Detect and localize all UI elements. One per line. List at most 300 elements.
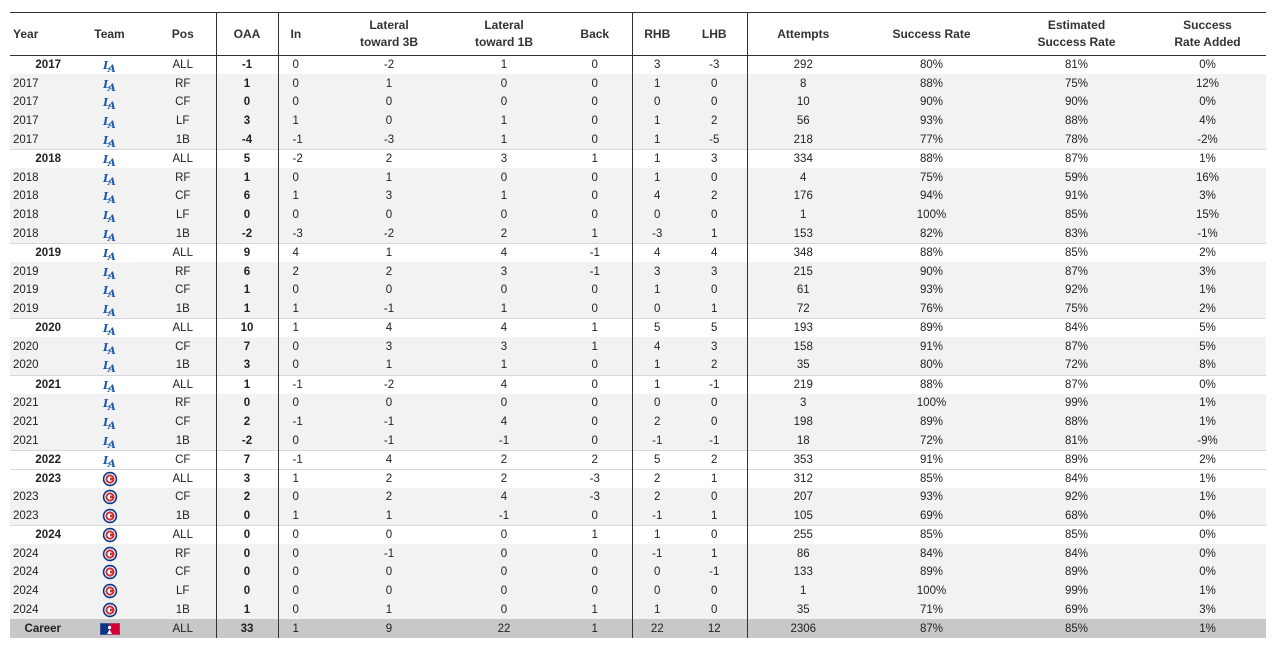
cell-sr: 88%: [859, 375, 1004, 394]
col-lateral-3b[interactable]: [328, 13, 450, 56]
cell-oaa: 0: [216, 525, 278, 544]
svg-text:L: L: [102, 284, 111, 298]
cell-pos: ALL: [150, 56, 216, 75]
cell-oaa: 2: [216, 488, 278, 507]
table-row-season-total[interactable]: [10, 243, 1266, 262]
svg-text:A: A: [107, 345, 116, 355]
cell-back: 0: [591, 284, 598, 297]
cell-att: 86: [747, 544, 859, 563]
cell-in: -1: [278, 450, 328, 469]
cell-sra: 0%: [1199, 96, 1216, 109]
team-cell: [69, 206, 150, 225]
cell-back: 1: [591, 340, 598, 353]
cell-lat1b: 2: [500, 227, 508, 240]
cell-lat3b: -1: [383, 303, 395, 315]
cubs-logo-icon: [102, 585, 118, 597]
cell-oaa: 0: [216, 582, 278, 601]
cell-in: 0: [278, 431, 328, 450]
team-cell: [69, 394, 150, 413]
dodgers-logo-icon: [102, 172, 118, 184]
cell-pos: ALL: [150, 375, 216, 394]
cell-back: 0: [591, 115, 598, 128]
table-row[interactable]: [10, 507, 1266, 526]
cubs-logo-icon: [102, 529, 118, 541]
cell-sr: 88%: [859, 149, 1004, 168]
team-cell: [69, 74, 150, 93]
col-lateral-1b[interactable]: [450, 13, 558, 56]
cell-rhb: 0: [632, 563, 682, 582]
dodgers-logo-icon: [102, 379, 118, 391]
cell-lat1b: -1: [498, 434, 510, 447]
cell-oaa: 7: [216, 450, 278, 469]
dodgers-logo-icon: [102, 416, 118, 431]
oaa-table-container: [10, 12, 1266, 638]
cell-esr: 90%: [1064, 96, 1089, 109]
cell-sr: 84%: [919, 547, 944, 560]
cell-lhb: 1: [711, 227, 718, 240]
svg-text:A: A: [107, 402, 116, 412]
oaa-table: [10, 12, 1266, 638]
cell-year: 2020: [13, 359, 39, 372]
table-row-season-total[interactable]: [10, 56, 1266, 75]
cell-back: 0: [558, 375, 632, 394]
cell-in: 1: [278, 187, 328, 206]
col-est-line1: Estimated: [1047, 18, 1106, 32]
table-row[interactable]: [10, 356, 1266, 375]
cell-rhb: 0: [632, 582, 682, 601]
cell-oaa: -1: [216, 56, 278, 75]
col-team[interactable]: Team: [69, 13, 150, 56]
cell-lhb: 0: [711, 585, 718, 598]
team-cell: [69, 187, 150, 206]
cell-lat1b: 22: [497, 622, 511, 635]
cell-att: 193: [747, 319, 859, 338]
cell-sra: 15%: [1195, 209, 1220, 222]
cell-back: 0: [591, 547, 598, 560]
cell-lhb: 0: [711, 171, 718, 184]
cell-sra: 5%: [1199, 340, 1216, 353]
cell-in: 0: [278, 56, 328, 75]
cell-rhb: 5: [632, 450, 682, 469]
col-lateral-3b-line2: toward 3B: [359, 35, 418, 49]
cell-sr: 89%: [859, 319, 1004, 338]
cell-year: 2018: [13, 209, 39, 222]
col-success-rate-added[interactable]: [1149, 13, 1266, 56]
cell-lat3b: 4: [328, 450, 450, 469]
cell-esr: 78%: [1064, 133, 1089, 146]
cell-rhb: -3: [632, 225, 682, 244]
cell-year: 2024: [13, 547, 39, 560]
svg-text:L: L: [102, 115, 111, 129]
cell-in: 1: [278, 112, 328, 131]
col-success-rate[interactable]: Success Rate: [859, 13, 1004, 56]
team-cell: [69, 525, 150, 544]
cell-esr: 92%: [1064, 284, 1089, 297]
cell-sra: 3%: [1199, 265, 1216, 278]
cell-esr: 84%: [1004, 319, 1149, 338]
cell-esr: 69%: [1064, 604, 1089, 616]
cell-back: 0: [591, 77, 598, 90]
table-row[interactable]: [10, 413, 1266, 432]
cell-lhb: 1: [682, 469, 747, 488]
col-attempts[interactable]: Attempts: [747, 13, 859, 56]
cell-lat1b: 0: [500, 604, 508, 616]
cell-in: -1: [278, 131, 328, 150]
table-body: [10, 56, 1266, 639]
cell-lhb: -1: [682, 375, 747, 394]
cell-lhb: -1: [709, 434, 720, 447]
cell-esr: 99%: [1064, 585, 1089, 598]
cell-year: 2021: [13, 416, 39, 429]
cell-sr: 71%: [919, 604, 944, 616]
cell-sr: 88%: [919, 77, 944, 90]
cell-pos: LF: [176, 209, 190, 222]
table-row[interactable]: [10, 488, 1266, 507]
cell-back: 1: [591, 622, 598, 635]
cell-att: 18: [747, 431, 859, 450]
cell-sra: 0%: [1199, 547, 1216, 560]
svg-text:A: A: [107, 308, 116, 317]
table-row[interactable]: [10, 187, 1266, 206]
cell-lat1b: -1: [498, 509, 510, 522]
cell-sr: 90%: [919, 96, 944, 109]
cell-lat3b: -3: [383, 133, 395, 146]
table-row[interactable]: [10, 601, 1266, 620]
svg-text:L: L: [102, 303, 111, 316]
cell-year: 2018: [13, 190, 39, 203]
cell-rhb: 1: [632, 131, 682, 150]
cell-back: -1: [589, 265, 600, 278]
cell-in: 4: [278, 243, 328, 262]
cell-att: 8: [747, 74, 859, 93]
cell-att: 4: [747, 168, 859, 187]
cell-sra: 1%: [1149, 149, 1266, 168]
cell-in: 0: [278, 525, 328, 544]
cell-sr: 91%: [859, 450, 1004, 469]
cell-esr: 81%: [1004, 56, 1149, 75]
cell-year: 2023: [13, 491, 39, 504]
table-row-season-total[interactable]: [10, 450, 1266, 469]
cell-lat1b: 0: [500, 171, 508, 184]
cell-sr: 72%: [919, 434, 944, 447]
cell-lat1b: 3: [500, 265, 508, 278]
cell-att: 56: [747, 112, 859, 131]
cell-sr: 93%: [919, 491, 944, 504]
cell-lhb: 0: [711, 284, 718, 297]
svg-text:A: A: [107, 82, 116, 92]
cell-year: 2019: [13, 284, 39, 297]
team-cell: [69, 413, 150, 432]
cell-oaa: 6: [216, 187, 278, 206]
dodgers-logo-icon: [102, 303, 118, 315]
cell-lat3b: 4: [328, 319, 450, 338]
table-row-season-total[interactable]: [10, 149, 1266, 168]
cubs-logo-icon: [102, 548, 118, 560]
cell-sra: 2%: [1149, 243, 1266, 262]
table-row-season-total[interactable]: [10, 469, 1266, 488]
cell-in: 0: [278, 601, 328, 620]
cell-sr: 69%: [919, 509, 944, 522]
col-oaa[interactable]: OAA: [216, 13, 278, 56]
cell-in: 0: [278, 168, 328, 187]
col-in[interactable]: In: [278, 13, 328, 56]
table-row[interactable]: [10, 544, 1266, 563]
table-row-career[interactable]: [10, 619, 1266, 638]
team-cell: [69, 319, 150, 338]
cell-year: 2021: [10, 375, 69, 394]
dodgers-logo-icon: [102, 209, 118, 224]
col-pos[interactable]: Pos: [150, 13, 216, 56]
cell-lat3b: -2: [383, 227, 395, 240]
team-cell: [69, 601, 150, 620]
cell-oaa: 3: [216, 469, 278, 488]
col-estimated-success-rate[interactable]: [1004, 13, 1149, 56]
cubs-logo-icon: [102, 604, 118, 616]
team-cell: [69, 356, 150, 375]
cell-lat3b: 0: [385, 284, 393, 297]
cell-year: 2019: [13, 303, 39, 315]
cell-sr: 87%: [919, 622, 944, 635]
cell-back: 0: [591, 359, 598, 372]
cell-year: 2018: [13, 171, 39, 184]
svg-text:A: A: [107, 364, 116, 374]
col-rhb[interactable]: RHB: [632, 13, 682, 56]
cell-lat3b: 0: [385, 566, 393, 579]
cell-in: 0: [278, 488, 328, 507]
cell-lhb: 1: [711, 547, 718, 560]
cell-lat3b: 3: [385, 340, 393, 353]
table-row[interactable]: [10, 281, 1266, 300]
cell-lat1b: 4: [450, 319, 558, 338]
table-row[interactable]: [10, 74, 1266, 93]
cell-oaa: 0: [216, 206, 278, 225]
svg-text:L: L: [102, 453, 111, 467]
cell-rhb: 1: [632, 356, 682, 375]
dodgers-logo-icon: [102, 153, 118, 168]
cell-oaa: 0: [216, 394, 278, 413]
cell-oaa: -4: [216, 131, 278, 150]
cell-back: 2: [558, 450, 632, 469]
cell-pos: 1B: [175, 604, 190, 616]
cell-in: 2: [278, 262, 328, 281]
cell-back: 0: [591, 566, 598, 579]
cell-year: 2021: [13, 397, 39, 410]
col-est-line2: Success Rate: [1037, 35, 1116, 49]
cell-pos: CF: [175, 284, 191, 297]
table-row[interactable]: [10, 563, 1266, 582]
team-cell: [69, 131, 150, 150]
svg-text:L: L: [102, 209, 111, 223]
cell-back: 0: [591, 585, 598, 598]
cell-sra: 1%: [1199, 491, 1216, 504]
cell-att: 312: [747, 469, 859, 488]
svg-text:A: A: [107, 252, 116, 262]
dodgers-logo-icon: [102, 115, 118, 130]
svg-text:L: L: [102, 59, 111, 73]
cell-pos: CF: [150, 450, 216, 469]
cell-year: 2023: [13, 509, 39, 522]
table-row[interactable]: [10, 131, 1266, 150]
cell-back: 0: [591, 303, 598, 315]
cell-pos: CF: [175, 190, 191, 203]
cell-year: 2017: [13, 115, 39, 128]
cell-pos: 1B: [175, 434, 190, 447]
cell-oaa: 1: [216, 601, 278, 620]
dodgers-logo-icon: [102, 228, 118, 240]
cell-in: 0: [278, 582, 328, 601]
cell-esr: 99%: [1064, 397, 1089, 410]
cell-in: -1: [278, 375, 328, 394]
table-row[interactable]: [10, 112, 1266, 131]
cell-att: 176: [747, 187, 859, 206]
table-row[interactable]: [10, 300, 1266, 319]
cell-year: 2024: [13, 604, 39, 616]
cell-sr: 82%: [919, 227, 944, 240]
table-row[interactable]: [10, 394, 1266, 413]
cell-sr: 100%: [916, 397, 947, 410]
table-row[interactable]: [10, 262, 1266, 281]
cell-lhb: 2: [711, 359, 718, 372]
cell-rhb: 1: [632, 281, 682, 300]
cell-att: 35: [747, 601, 859, 620]
cell-in: 1: [278, 300, 328, 319]
cell-pos: CF: [175, 96, 191, 109]
cell-year: 2017: [13, 133, 39, 146]
col-back[interactable]: Back: [558, 13, 632, 56]
cell-sra: 1%: [1199, 284, 1216, 297]
cell-rhb: -1: [632, 431, 682, 450]
team-cell: [69, 300, 150, 319]
cell-lat1b: 1: [500, 115, 508, 128]
cell-back: 0: [591, 509, 598, 522]
cell-sr: 80%: [919, 359, 944, 372]
cell-sr: 76%: [919, 303, 944, 315]
svg-text:L: L: [102, 397, 111, 411]
cell-att: 72: [747, 300, 859, 319]
table-row[interactable]: [10, 206, 1266, 225]
col-added-line2: Rate Added: [1174, 35, 1241, 49]
dodgers-logo-icon: [102, 134, 118, 146]
cell-back: 1: [558, 319, 632, 338]
team-cell: [69, 507, 150, 526]
cell-sra: 1%: [1199, 416, 1216, 429]
cell-sr: 89%: [919, 416, 944, 429]
cell-lhb: 3: [682, 149, 747, 168]
svg-text:L: L: [102, 227, 111, 241]
table-row-season-total[interactable]: [10, 375, 1266, 394]
cell-in: 0: [278, 356, 328, 375]
team-cell: [69, 281, 150, 300]
cell-back: 0: [591, 434, 598, 447]
cell-att: 133: [747, 563, 859, 582]
cell-rhb: 0: [632, 300, 682, 319]
dodgers-logo-icon: [102, 59, 118, 74]
cell-year: 2017: [13, 77, 39, 90]
col-lateral-1b-line2: toward 1B: [474, 35, 533, 49]
cell-lat3b: -1: [383, 547, 395, 560]
team-cell: [69, 225, 150, 244]
cell-esr: 85%: [1004, 243, 1149, 262]
cell-sra: -9%: [1197, 434, 1218, 447]
cell-back: 0: [591, 171, 598, 184]
team-cell: [69, 243, 150, 262]
svg-text:L: L: [102, 378, 111, 392]
cell-sr: 93%: [919, 284, 944, 297]
table-row[interactable]: [10, 225, 1266, 244]
table-row[interactable]: [10, 337, 1266, 356]
cell-lhb: 0: [711, 77, 718, 90]
cell-lhb: 0: [711, 209, 718, 222]
cell-year: Career: [24, 622, 61, 635]
team-cell: [69, 337, 150, 356]
svg-text:A: A: [107, 101, 116, 111]
svg-text:A: A: [107, 421, 116, 431]
cell-pos: CF: [175, 416, 191, 429]
table-row[interactable]: [10, 582, 1266, 601]
cell-att: 3: [747, 394, 859, 413]
col-lhb[interactable]: LHB: [682, 13, 747, 56]
cell-lhb: 1: [711, 509, 718, 522]
cubs-logo-icon: [102, 566, 118, 578]
cell-sr: 100%: [916, 209, 947, 222]
svg-text:A: A: [107, 232, 116, 242]
cell-year: 2018: [10, 149, 69, 168]
table-row-season-total[interactable]: [10, 319, 1266, 338]
cell-lat1b: 0: [500, 585, 508, 598]
svg-text:A: A: [107, 289, 116, 299]
cell-lat3b: 2: [328, 149, 450, 168]
team-cell: [69, 93, 150, 112]
cell-pos: 1B: [175, 359, 190, 372]
table-row[interactable]: [10, 93, 1266, 112]
cell-rhb: 1: [632, 525, 682, 544]
cell-lat1b: 1: [450, 56, 558, 75]
cell-lat1b: 2: [450, 450, 558, 469]
cell-year: 2022: [10, 450, 69, 469]
cell-esr: 85%: [1004, 525, 1149, 544]
cell-lat1b: 0: [500, 547, 508, 560]
svg-text:L: L: [102, 247, 111, 261]
cell-year: 2023: [10, 469, 69, 488]
table-row[interactable]: [10, 168, 1266, 187]
cell-lat3b: 0: [385, 96, 393, 109]
cell-lhb: 5: [682, 319, 747, 338]
cell-in: 1: [278, 469, 328, 488]
table-row-season-total[interactable]: [10, 525, 1266, 544]
cell-back: -3: [558, 469, 632, 488]
svg-text:L: L: [102, 434, 111, 448]
cell-att: 198: [747, 413, 859, 432]
col-year[interactable]: Year: [10, 13, 69, 56]
cell-lat1b: 4: [500, 416, 508, 429]
cell-sr: 91%: [919, 340, 944, 353]
cell-lhb: 2: [711, 190, 718, 203]
cell-sra: 0%: [1149, 525, 1266, 544]
cell-lat3b: 0: [385, 209, 393, 222]
cell-year: 2020: [13, 340, 39, 353]
svg-text:L: L: [102, 340, 111, 354]
svg-text:A: A: [107, 64, 116, 74]
team-cell: [69, 262, 150, 281]
cell-esr: 87%: [1064, 265, 1089, 278]
cell-oaa: 1: [216, 74, 278, 93]
team-cell: [69, 112, 150, 131]
cell-pos: ALL: [150, 149, 216, 168]
svg-text:L: L: [102, 133, 111, 147]
table-row[interactable]: [10, 431, 1266, 450]
cell-pos: RF: [175, 171, 191, 184]
cell-back: 0: [591, 416, 598, 429]
